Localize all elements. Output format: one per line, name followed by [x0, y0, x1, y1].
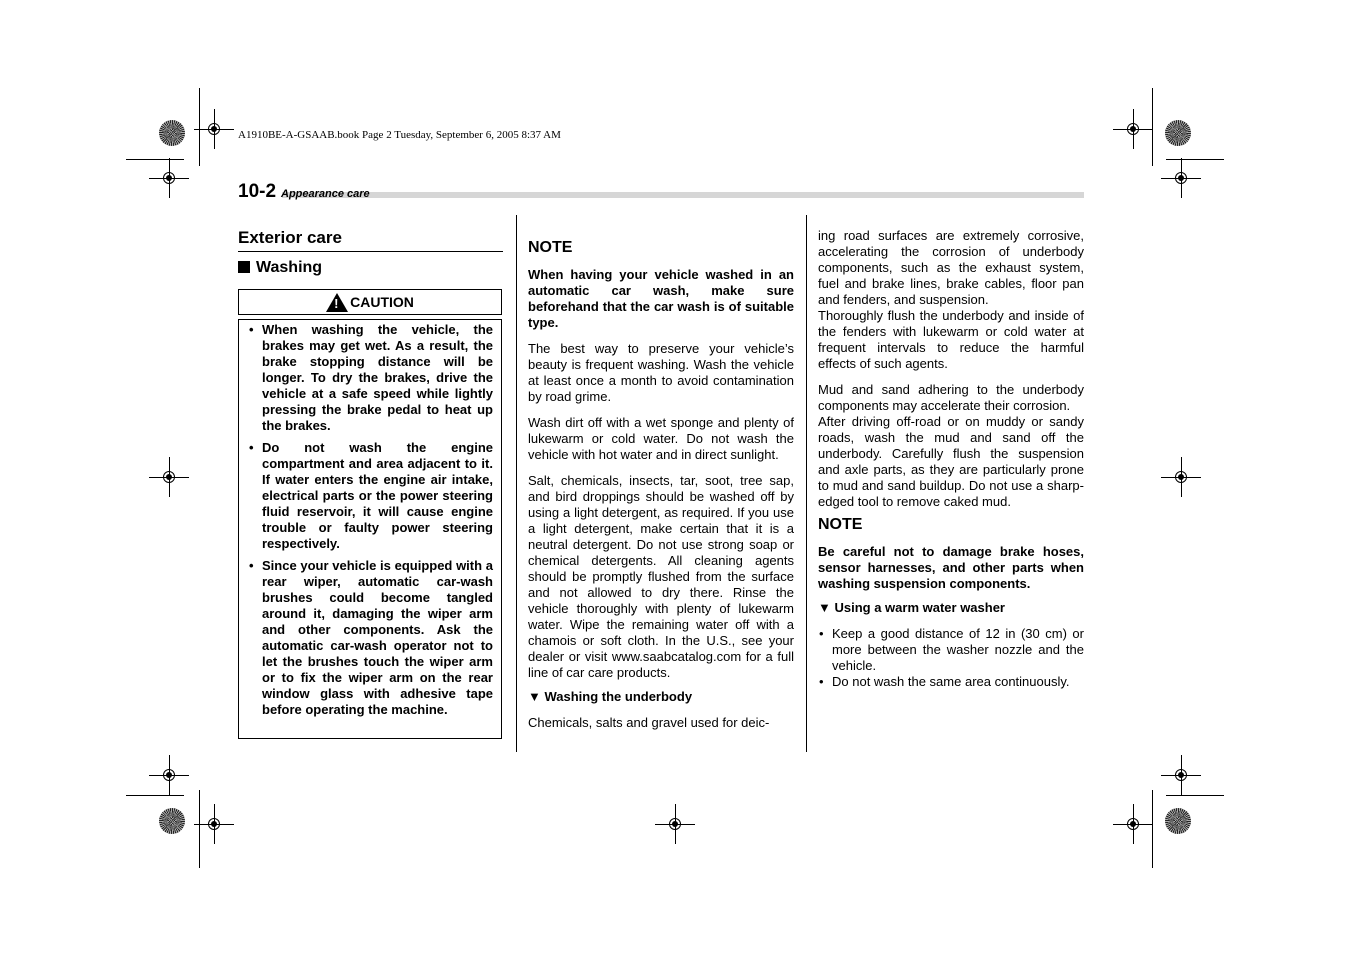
heading-rule [238, 251, 503, 252]
warning-triangle-icon: ! [326, 293, 348, 312]
crop-line [126, 159, 184, 160]
column-divider [516, 215, 517, 752]
note-title: NOTE [528, 239, 573, 256]
paragraph: Chemicals, salts and gravel used for deic- [528, 715, 770, 730]
subsection-heading [238, 259, 322, 277]
sub-heading: ▼ Washing the underbody [528, 689, 693, 704]
bullet-item: • Keep a good distance of 12 in (30 cm) or more between the washer nozzle and the vehicle. [818, 626, 1084, 674]
subsection-heading-text: Washing [256, 259, 323, 276]
caution-label: CAUTION [350, 294, 414, 310]
paragraph: The best way to preserve your vehicle’s beauty is frequent washing. Wash the vehicle at least once a month to avoid contamination by road grime. [528, 341, 794, 404]
crop-line [199, 88, 200, 166]
paragraph: Wash dirt off with a wet sponge and plenty of lukewarm or cold water. Do not wash the vehicle with hot water and in direct sunlight. [528, 415, 794, 462]
crop-line [126, 795, 184, 796]
note-title: NOTE [818, 516, 863, 533]
column-divider [806, 215, 807, 752]
caution-item: • Since your vehicle is equipped with a rear wiper, automatic car-wash brushes could become tangled around it, damaging the wiper arm and other components. Ask the automatic car-wash operator not to let the brushes touch the wiper arm or to fix the wiper arm on the rear window glass with adhesive tape before operating the machine. [247, 558, 493, 718]
note-text: When having your vehicle washed in an automatic car wash, make sure beforehand that the car wash is of suitable type. [528, 267, 794, 330]
sub-heading: ▼ Using a warm water washer [818, 600, 1005, 615]
paragraph: After driving off-road or on muddy or sandy roads, wash the mud and sand off the underbody. Carefully flush the suspension and axle parts, as they are particularly prone to mud and sand buildup. Do not use a sharp-edged tool to remove caked mud. [818, 414, 1084, 509]
header-bar [282, 192, 1084, 198]
registration-disc-icon [159, 120, 185, 146]
running-head: Appearance care [281, 188, 370, 200]
right-column [818, 228, 1084, 690]
caution-item: • When washing the vehicle, the brakes may get wet. As a result, the brake stopping distance will be longer. To dry the brakes, drive the vehicle at a safe speed while lightly pressing the brake pedal to heat up the brakes. [247, 322, 493, 434]
square-bullet-icon [238, 261, 250, 273]
crop-line [1166, 159, 1224, 160]
registration-disc-icon [1165, 120, 1191, 146]
file-info-line: A1910BE-A-GSAAB.book Page 2 Tuesday, September 6, 2005 8:37 AM [238, 129, 561, 141]
caution-list [239, 320, 501, 718]
paragraph: Salt, chemicals, insects, tar, soot, tree sap, and bird droppings should be washed off by using a light detergent, as required. If you use a light detergent, make certain that it is a neutral detergent. Do not use strong soap or chemical detergents. All cleaning agents should be promptly flushed from the surface and not allowed to dry there. Rinse the vehicle thoroughly with plenty of lukewarm water. Wipe the remaining water off with a chamois or soft cloth. In the U.S., see your dealer or visit www.saabcatalog.com for a full line of car care products. [528, 473, 794, 680]
paragraph: Mud and sand adhering to the underbody components may accelerate their corrosion. [818, 382, 1084, 413]
caution-item: • Do not wash the engine compartment and area adjacent to it. If water enters the engine air intake, electrical parts or the power steering fluid reservoir, it will cause engine trouble or faulty power steering respectively. [247, 440, 493, 552]
crop-line [1166, 795, 1224, 796]
section-heading: Exterior care [238, 228, 342, 247]
note-text: Be careful not to damage brake hoses, sensor harnesses, and other parts when washing suspension components. [818, 544, 1084, 591]
middle-column [528, 239, 794, 731]
registration-disc-icon [1165, 808, 1191, 834]
crop-line [1152, 790, 1153, 868]
page-number: 10-2 [238, 181, 277, 202]
registration-disc-icon [159, 808, 185, 834]
paragraph: ing road surfaces are extremely corrosive, accelerating the corrosion of underbody components, such as the exhaust system, fuel and brake lines, brake cables, floor pan and fenders, and suspension. [818, 228, 1084, 307]
crop-line [199, 790, 200, 868]
caution-header [238, 289, 502, 315]
caution-box [238, 319, 502, 739]
crop-line [1152, 88, 1153, 166]
bullet-item: • Do not wash the same area continuously. [818, 674, 1084, 690]
paragraph: Thoroughly flush the underbody and inside of the fenders with lukewarm or cold water at frequent intervals to reduce the harmful effects of such agents. [818, 308, 1084, 371]
